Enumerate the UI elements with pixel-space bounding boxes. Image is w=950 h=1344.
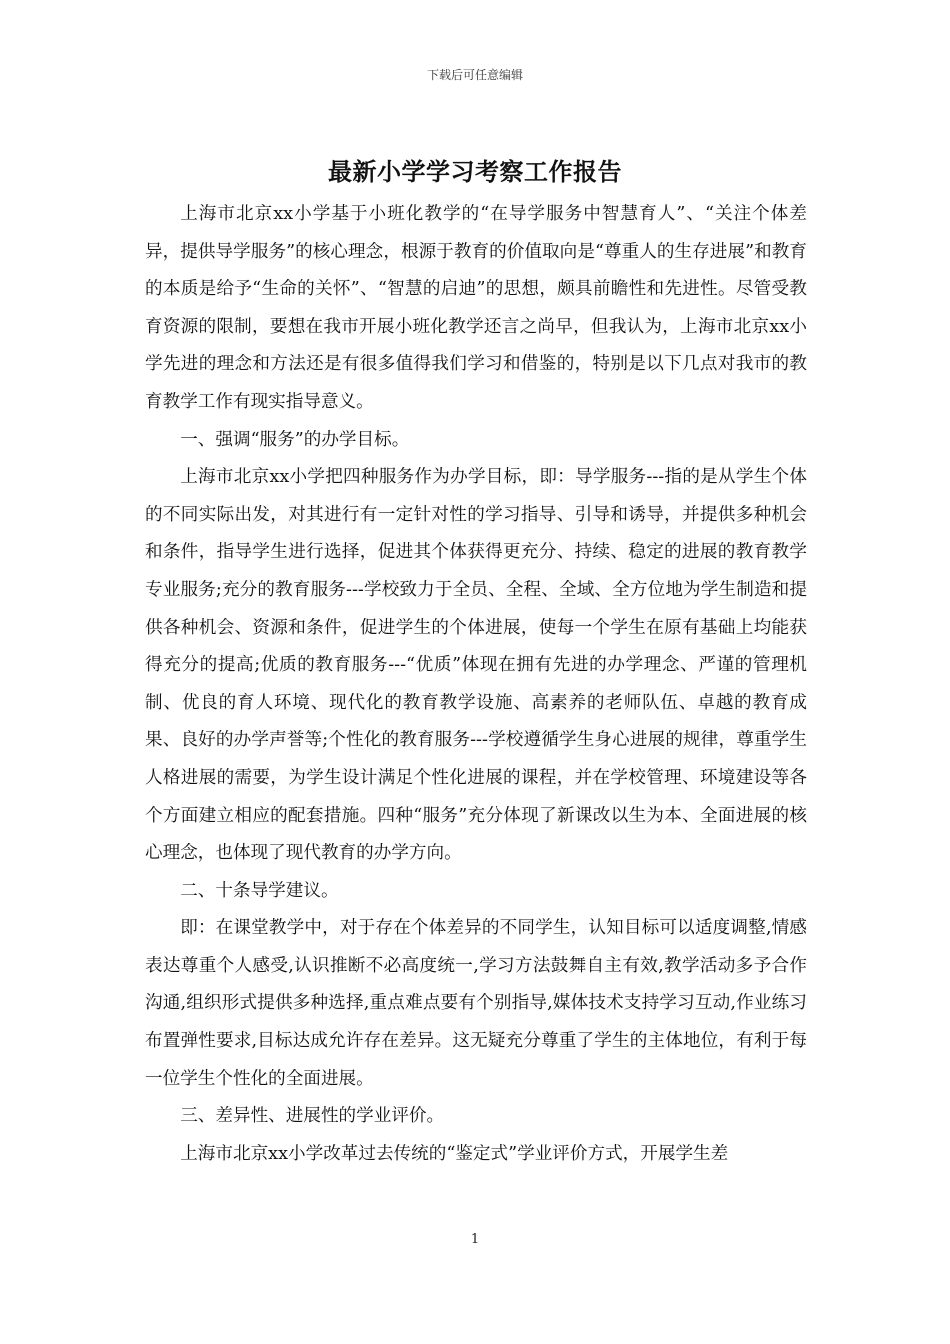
- paragraph-guidance: 即：在课堂教学中，对于存在个体差异的不同学生，认知目标可以适度调整,情感表达尊重个人感受,认识推断不必高度统一,学习方法鼓舞自主有效,教学活动多予合作沟通,组织形式提供多种选择,重点难点要有个别指导,媒体技术支持学习互动,作业练习布置弹性要求,目标达成允许存在差异。这无疑充分尊重了学生的主体地位，有利于每一位学生个性化的全面进展。: [145, 918, 807, 1089]
- header-note: 下载后可任意编辑: [426, 68, 523, 82]
- section-heading-3: 三、差异性、进展性的学业评价。: [180, 1106, 445, 1127]
- paragraph-evaluation: 上海市北京xx小学改革过去传统的“鉴定式”学业评价方式，开展学生差: [180, 1143, 729, 1164]
- section-heading-1: 一、强调“服务”的办学目标。: [180, 429, 410, 450]
- paragraph-services: 上海市北京xx小学把四种服务作为办学目标，即：导学服务---指的是从学生个体的不同实际出发，对其进行有一定针对性的学习指导、引导和诱导，并提供多种机会和条件，指导学生进行选择，促进其个体获得更充分、持续、稳定的进展的教育教学专业服务;充分的教育服务---学校致力于全员、全程、全域、全方位地为学生制造和提供各种机会、资源和条件，促进学生的个体进展，使每一个学生在原有基础上均能获得充分的提高;优质的教育服务---“优质”体现在拥有先进的办学理念、严谨的管理机制、优良的育人环境、现代化的教育教学设施、高素养的老师队伍、卓越的教育成果、良好的办学声誉等;个性化的教育服务---学校遵循学生身心进展的规律，尊重学生人格进展的需要，为学生设计满足个性化进展的课程，并在学校管理、环境建设等各个方面建立相应的配套措施。四种“服务”充分体现了新课改以生为本、全面进展的核心理念，也体现了现代教育的办学方向。: [145, 467, 807, 864]
- paragraph-intro: 上海市北京xx小学基于小班化教学的“在导学服务中智慧育人”、“关注个体差异，提供导学服务”的核心理念，根源于教育的价值取向是“尊重人的生存进展”和教育的本质是给予“生命的关怀”、“智慧的启迪”的思想，颇具前瞻性和先进性。尽管受教育资源的限制，要想在我市开展小班化教学还言之尚早，但我认为，上海市北京xx小学先进的理念和方法还是有很多值得我们学习和借鉴的，特别是以下几点对我市的教育教学工作有现实指导意义。: [145, 204, 807, 412]
- section-heading-2: 二、十条导学建议。: [180, 880, 339, 901]
- page-number: 1: [470, 1232, 480, 1247]
- document-body: [145, 196, 807, 1173]
- document-title: 最新小学学习考察工作报告: [328, 157, 622, 186]
